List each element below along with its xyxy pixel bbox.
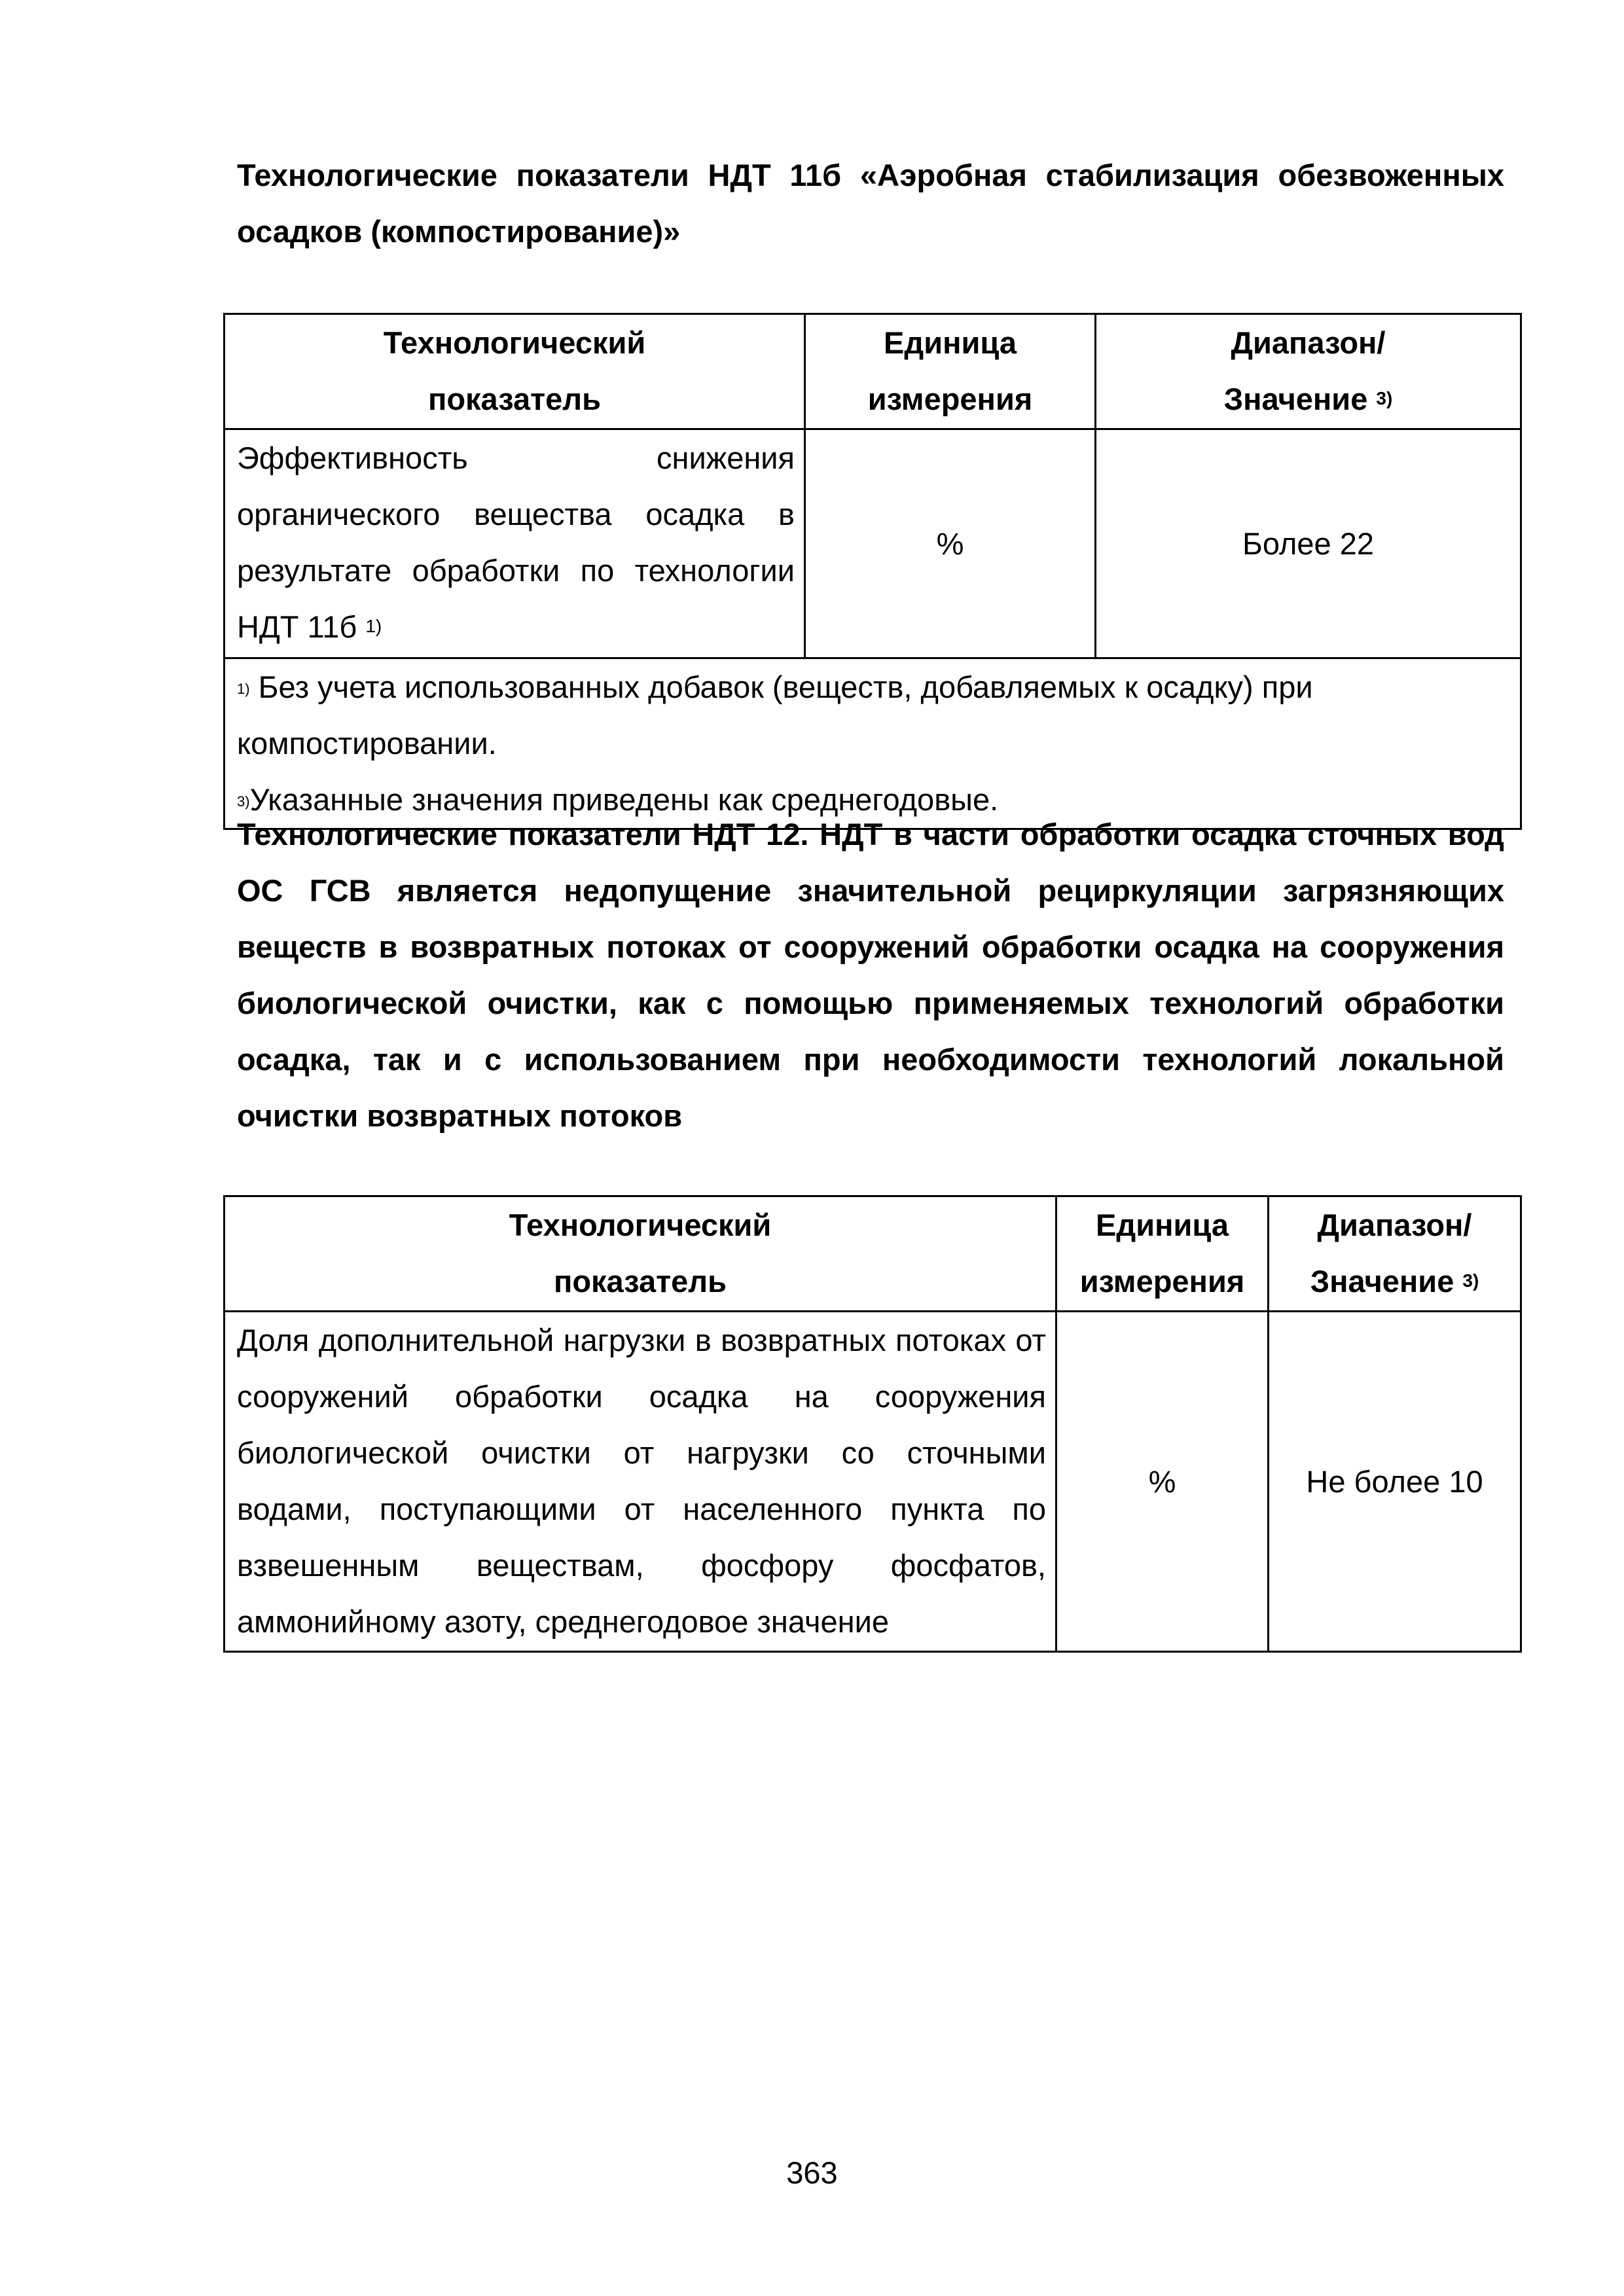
header-range-line2: [1269, 1253, 1520, 1310]
indicator-table-ndt-12: [223, 1195, 1522, 1653]
header-range-footnote-mark: 3): [1462, 1270, 1479, 1291]
header-range: [1096, 314, 1521, 429]
header-unit-line1: Единица: [884, 325, 1017, 360]
header-indicator-line2: показатель: [427, 382, 602, 416]
header-range-label: Значение: [1310, 1264, 1454, 1299]
header-range-line1: Диапазон/: [1231, 325, 1386, 360]
value-cell: Более 22: [1096, 429, 1521, 658]
header-range-label: Значение: [1223, 382, 1368, 416]
header-unit: [1056, 1196, 1269, 1312]
footnote-1-text: Без учета использованных добавок (веществ, добавляемых к осадку) при компостировании.: [237, 670, 1313, 761]
section-heading-ndt-12: Технологические показатели НДТ 12. НДТ в части обработки осадка сточных вод ОС ГСВ является недопущение значительной рециркуляции загрязняющих веществ в возвратных потоках от сооружений обработки осадка на сооружения биологической очистки, как с помощью применяемых технологий обработки осадка, так и с использованием при необходимости технологий локальной очистки возвратных потоков: [237, 817, 1504, 1133]
header-unit-line2: измерения: [867, 382, 1033, 416]
unit-cell: %: [1056, 1312, 1269, 1652]
footnote-1: [237, 659, 1520, 772]
header-unit-line2: измерения: [1079, 1264, 1245, 1299]
header-unit-line1: Единица: [1096, 1208, 1229, 1242]
unit-cell: %: [805, 429, 1096, 658]
header-range: [1269, 1196, 1521, 1312]
table-header-row: [225, 314, 1521, 429]
header-range-footnote-mark: 3): [1376, 388, 1393, 408]
footnote-3-text: Указанные значения приведены как среднегодовые.: [249, 782, 999, 817]
table-notes-row: [225, 658, 1521, 829]
table-row: [225, 429, 1521, 658]
header-indicator: [225, 1196, 1056, 1312]
value-cell: Не более 10: [1269, 1312, 1521, 1652]
footnote-3-mark: 3): [237, 793, 250, 810]
indicator-cell: Доля дополнительной нагрузки в возвратных потоках от сооружений обработки осадка на сооружения биологической очистки от нагрузки со сточными водами, поступающими от населенного пункта по взвешенным веществам, фосфору фосфатов, аммонийному азоту, среднегодовое значение: [225, 1312, 1056, 1652]
table-row: [225, 1312, 1521, 1652]
notes-cell: [225, 658, 1521, 829]
page-number: 363: [786, 2155, 838, 2190]
header-range-line2: [1096, 371, 1520, 427]
section-heading-ndt-11b: Технологические показатели НДТ 11б «Аэробная стабилизация обезвоженных осадков (компостирование)»: [237, 158, 1504, 249]
footnote-1-mark: 1): [237, 681, 250, 697]
header-unit: [805, 314, 1096, 429]
indicator-cell: [225, 429, 805, 658]
indicator-footnote-mark: 1): [365, 616, 382, 636]
header-indicator-line1: Технологический: [509, 1208, 772, 1242]
indicator-table-ndt-11b: [223, 313, 1522, 830]
table-header-row: [225, 1196, 1521, 1312]
header-indicator: [225, 314, 805, 429]
header-indicator-line1: Технологический: [383, 325, 646, 360]
indicator-text: Эффективность снижения органического вещества осадка в результате обработки по технологии НДТ 11б: [237, 440, 795, 644]
header-range-line1: Диапазон/: [1317, 1208, 1472, 1242]
header-indicator-line2: показатель: [553, 1264, 727, 1299]
